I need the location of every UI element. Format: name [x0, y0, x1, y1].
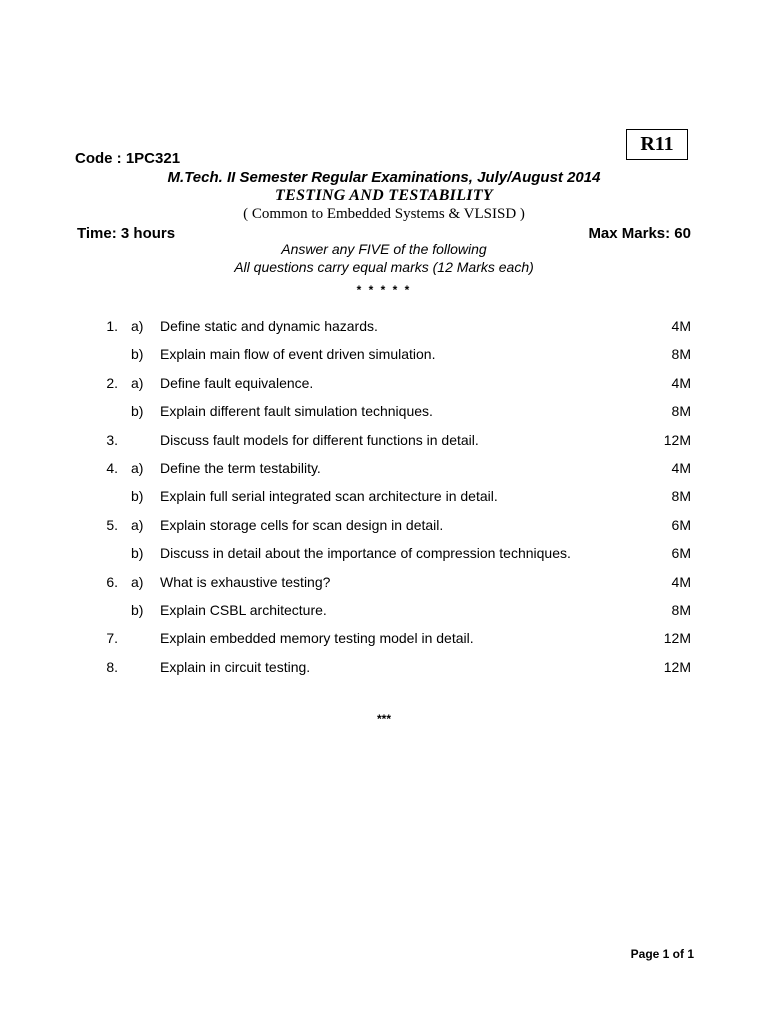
exam-title: M.Tech. II Semester Regular Examinations, July/August 2014 — [167, 169, 601, 186]
question-marks: 6M — [671, 545, 691, 562]
question-part: b) — [131, 346, 144, 363]
question-number: 3. — [106, 431, 118, 448]
question-text: Explain CSBL architecture. — [160, 602, 327, 618]
end-marker: *** — [376, 712, 391, 726]
question-marks: 6M — [671, 516, 691, 533]
question-text: Explain different fault simulation techniques. — [160, 403, 433, 420]
question-marks: 12M — [663, 658, 691, 675]
question-row — [0, 460, 768, 480]
question-text: What is exhaustive testing? — [160, 573, 331, 590]
question-text: Define the term testability. — [160, 460, 321, 476]
instruction-line-2: All questions carry equal marks (12 Marks each) — [234, 259, 534, 275]
exam-code: Code : 1PC321 — [75, 150, 181, 167]
question-marks: 8M — [671, 602, 691, 618]
instruction-line-1: Answer any FIVE of the following — [281, 241, 487, 257]
question-number: 2. — [106, 374, 118, 391]
question-row — [0, 346, 768, 366]
time-label: Time: 3 hours — [77, 225, 176, 242]
question-part: b) — [131, 545, 144, 562]
question-text: Explain full serial integrated scan architecture in detail. — [160, 488, 498, 505]
question-marks: 8M — [671, 488, 691, 505]
question-marks: 4M — [671, 460, 691, 476]
question-row — [0, 545, 768, 565]
question-text: Explain storage cells for scan design in detail. — [160, 516, 444, 533]
common-note: ( Common to Embedded Systems & VLSISD ) — [243, 206, 525, 222]
question-text: Explain main flow of event driven simulation. — [160, 346, 436, 363]
question-part: b) — [131, 488, 144, 505]
question-text: Discuss in detail about the importance of compression techniques. — [160, 545, 571, 562]
question-row — [0, 659, 768, 679]
question-number: 8. — [106, 658, 118, 675]
question-text: Explain embedded memory testing model in detail. — [160, 630, 474, 647]
question-text: Define fault equivalence. — [160, 374, 314, 391]
page-number: Page 1 of 1 — [630, 947, 694, 961]
question-marks: 8M — [671, 346, 691, 363]
question-row — [0, 488, 768, 508]
question-part: a) — [131, 573, 144, 590]
question-part: a) — [131, 460, 144, 476]
question-number: 7. — [106, 630, 118, 647]
question-number: 1. — [106, 318, 118, 334]
question-row — [0, 630, 768, 650]
question-marks: 4M — [671, 318, 691, 334]
question-row — [0, 602, 768, 622]
question-row — [0, 318, 768, 338]
question-row — [0, 574, 768, 594]
max-marks-label: Max Marks: 60 — [588, 225, 691, 242]
subject-title: TESTING AND TESTABILITY — [275, 187, 493, 204]
question-marks: 4M — [671, 573, 691, 590]
question-part: b) — [131, 403, 144, 420]
question-row — [0, 432, 768, 452]
question-part: a) — [131, 516, 144, 533]
question-number: 6. — [106, 573, 118, 590]
question-marks: 4M — [671, 374, 691, 391]
question-part: a) — [131, 318, 144, 334]
question-part: a) — [131, 374, 144, 391]
question-text: Define static and dynamic hazards. — [160, 318, 378, 334]
question-row — [0, 403, 768, 423]
question-marks: 12M — [663, 630, 691, 647]
question-text: Explain in circuit testing. — [160, 658, 311, 675]
question-text: Discuss fault models for different functions in detail. — [160, 431, 479, 448]
regulation-badge: R11 — [626, 129, 688, 160]
question-row — [0, 517, 768, 537]
question-row — [0, 375, 768, 395]
question-number: 5. — [106, 516, 118, 533]
question-part: b) — [131, 602, 144, 618]
question-marks: 8M — [671, 403, 691, 420]
separator-stars: * * * * * — [356, 283, 412, 297]
question-marks: 12M — [663, 431, 691, 448]
question-number: 4. — [106, 460, 118, 476]
